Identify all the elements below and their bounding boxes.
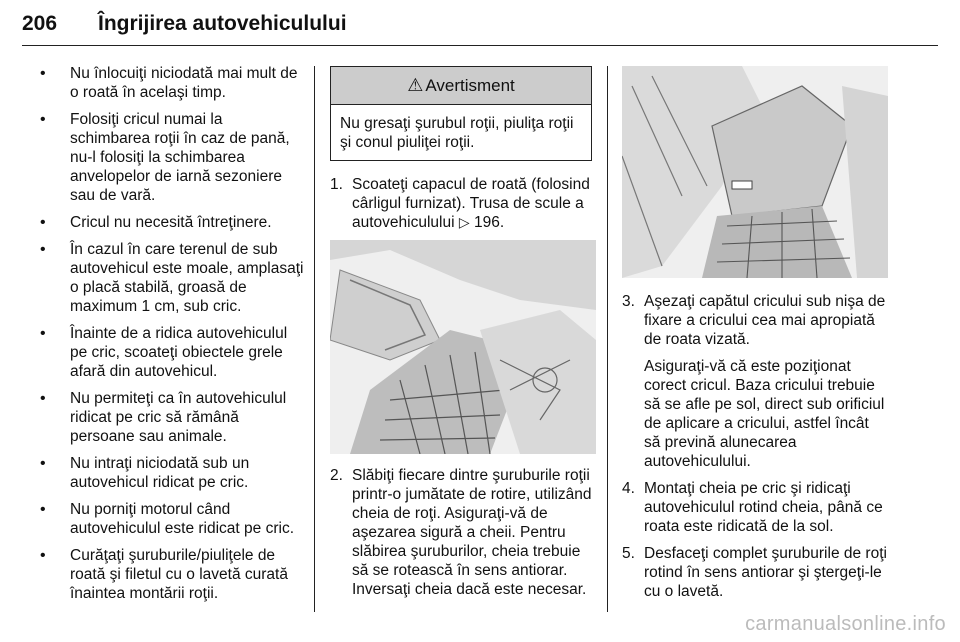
list-item: • Curăţaţi şuruburile/piuliţele de roată şi filetul cu o lavetă curată înaintea montării roţii. — [32, 546, 304, 603]
step-1 — [330, 175, 596, 232]
warning-header — [331, 67, 591, 105]
watermark: carmanualsonline.info — [745, 613, 946, 635]
list-item: • În cazul în care terenul de sub autovehicul este moale, amplasaţi o placă stabilă, groasă de maximum 1 cm, sub cric. — [32, 240, 304, 316]
precautions-list — [32, 64, 304, 603]
list-item: • Nu porniţi motorul când autovehiculul este ridicat pe cric. — [32, 500, 304, 538]
page-header — [22, 0, 938, 46]
page-title: Îngrijirea autovehiculului — [98, 12, 347, 35]
jack-position-photo — [622, 66, 888, 278]
step-number: 2. — [330, 467, 343, 484]
list-item: • Cricul nu necesită întreţinere. — [32, 213, 304, 232]
step-number: 5. — [622, 545, 635, 562]
step-4 — [622, 479, 888, 536]
right-column — [622, 66, 888, 609]
step-text: Desfaceţi complet şuruburile de roţi rotind în sens antiorar şi ştergeţi-le cu o lavetă. — [644, 545, 887, 600]
page-reference: 196. — [473, 214, 505, 231]
column-divider-right — [607, 66, 608, 612]
step-number: 3. — [622, 293, 635, 310]
column-divider-left — [314, 66, 315, 612]
step-text-note: Asiguraţi-vă că este poziţionat corect cricul. Baza cricului trebuie să se afle pe sol, direct sub orificiul de aplicare a cricului, astfel încât să prevină alunecarea autovehiculului. — [644, 358, 885, 470]
step-text: Montaţi cheia pe cric şi ridicaţi autovehiculul rotind cheia, până ce roata este ridicată de la sol. — [644, 480, 883, 535]
step-5 — [622, 544, 888, 601]
left-column — [32, 64, 304, 611]
step-3 — [622, 292, 888, 471]
warning-box — [330, 66, 592, 161]
step-2 — [330, 466, 596, 599]
wheel-cover-photo — [330, 240, 596, 454]
page-number: 206 — [22, 12, 58, 35]
step-number: 4. — [622, 480, 635, 497]
step-text: Aşezaţi capătul cricului sub nişa de fixare a cricului cea mai apropiată de roata vizată. — [644, 293, 886, 348]
page-reference-icon: ▷ — [458, 214, 470, 230]
warning-triangle-icon: ⚠ — [407, 75, 424, 95]
list-item: • Nu înlocuiţi niciodată mai mult de o roată în acelaşi timp. — [32, 64, 304, 102]
step-text: Slăbiţi fiecare dintre şuruburile roţii printr-o jumătate de rotire, utilizând cheia de roţi. Asiguraţi-vă de aşezarea sigură a cheii. Pentru slăbirea şuruburilor, cheia trebuie să se rotească în sens antiorar. Inversaţi cheia dacă este necesar. — [352, 467, 592, 598]
middle-column — [330, 66, 596, 607]
step-text: Scoateţi capacul de roată (folosind cârligul furnizat). Trusa de scule a autovehiculului ▷ 196. — [352, 176, 590, 231]
list-item: • Folosiţi cricul numai la schimbarea roţii în caz de pană, nu-l folosiţi la schimbarea anvelopelor de iarnă sezoniere sau de vară. — [32, 110, 304, 205]
list-item: • Nu permiteţi ca în autovehiculul ridicat pe cric să rămână persoane sau animale. — [32, 389, 304, 446]
list-item: • Nu intraţi niciodată sub un autovehicul ridicat pe cric. — [32, 454, 304, 492]
warning-text: Nu gresaţi şurubul roţii, piuliţa roţii şi conul piuliţei roţii. — [340, 115, 574, 151]
warning-title: Avertisment — [425, 76, 515, 95]
list-item: • Înainte de a ridica autovehiculul pe cric, scoateţi obiectele grele afară din autovehicul. — [32, 324, 304, 381]
step-number: 1. — [330, 176, 343, 193]
